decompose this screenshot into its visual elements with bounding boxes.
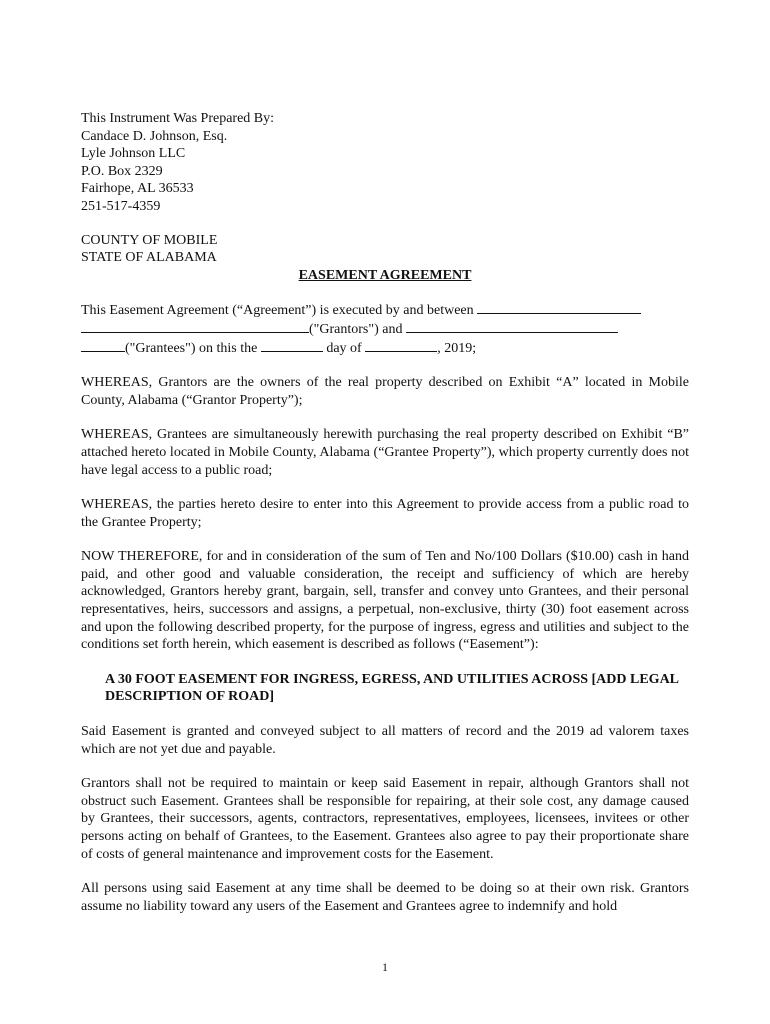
preparer-phone: 251-517-4359 [81,198,161,214]
now-therefore-paragraph: NOW THEREFORE, for and in consideration of the sum of Ten and No/100 Dollars ($10.00) cash in hand paid, and other good and valuable consideration, the receipt and sufficiency of which are hereby acknowledged, Grantors hereby grant, bargain, sell, transfer and convey unto Grantees, and their personal representatives, heirs, successors and assigns, a perpetual, non-exclusive, thirty (30) foot easement across and upon the following described property, for the purpose of ingress, egress and utilities and subject to the conditions set forth herein, which easement is described as follows (“Easement”): [81,549,689,653]
blank-line-grantee-name [81,339,125,352]
grantees-label: ("Grantees") on this the [125,340,258,356]
document-title: EASEMENT AGREEMENT [298,267,472,283]
legal-description: A 30 FOOT EASEMENT FOR INGRESS, EGRESS, AND UTILITIES ACROSS [ADD LEGAL DESCRIPTION OF ROAD] [105,671,679,705]
granted-subject-paragraph: Said Easement is granted and conveyed subject to all matters of record and the 2019 ad valorem taxes which are not yet due and payable. [81,724,689,757]
document-page [81,110,689,915]
preparer-city: Fairhope, AL 36533 [81,181,194,197]
grantors-label: ("Grantors") and [309,321,403,337]
parties-paragraph [81,301,689,357]
blank-line-grantor [477,301,641,314]
venue-block [81,232,689,285]
blank-line-grantee [406,320,618,333]
preparer-firm: Lyle Johnson LLC [81,146,186,162]
whereas-access: WHEREAS, the parties hereto desire to enter into this Agreement to provide access from a public road to the Grantee Property; [81,497,689,530]
venue-state: STATE OF ALABAMA [81,250,217,266]
blank-line-grantor-name [81,320,309,333]
day-of-label: day of [326,340,362,356]
blank-line-day [261,339,323,352]
page-number: 1 [382,960,388,974]
year-label: , 2019; [437,340,477,356]
whereas-grantee-property: WHEREAS, Grantees are simultaneously herewith purchasing the real property described on Exhibit “B” attached hereto located in Mobile County, Alabama (“Grantee Property”), which property currently does not have legal access to a public road; [81,427,689,478]
preparer-heading: This Instrument Was Prepared By: [81,111,275,126]
whereas-grantor-property: WHEREAS, Grantors are the owners of the real property described on Exhibit “A” located in Mobile County, Alabama (“Grantor Property”); [81,375,689,408]
parties-intro: This Easement Agreement (“Agreement”) is executed by and between [81,303,474,319]
preparer-po-box: P.O. Box 2329 [81,163,163,179]
preparer-name: Candace D. Johnson, Esq. [81,128,228,144]
maintenance-paragraph: Grantors shall not be required to maintain or keep said Easement in repair, although Grantors shall not obstruct such Easement. Grantees shall be responsible for repairing, at their sole cost, any damage caused by Grantees, their successors, agents, contractors, representatives, employees, licensees, invitees or other persons acting on behalf of Grantees, to the Easement. Grantees also agree to pay their proportionate share of costs of general maintenance and improvement costs for the Easement. [81,776,689,862]
venue-county: COUNTY OF MOBILE [81,232,218,248]
preparer-block [81,110,689,216]
risk-paragraph: All persons using said Easement at any time shall be deemed to be doing so at their own risk. Grantors assume no liability toward any users of the Easement and Grantees agree to indemnify and hold [81,881,689,914]
blank-line-month [365,339,437,352]
